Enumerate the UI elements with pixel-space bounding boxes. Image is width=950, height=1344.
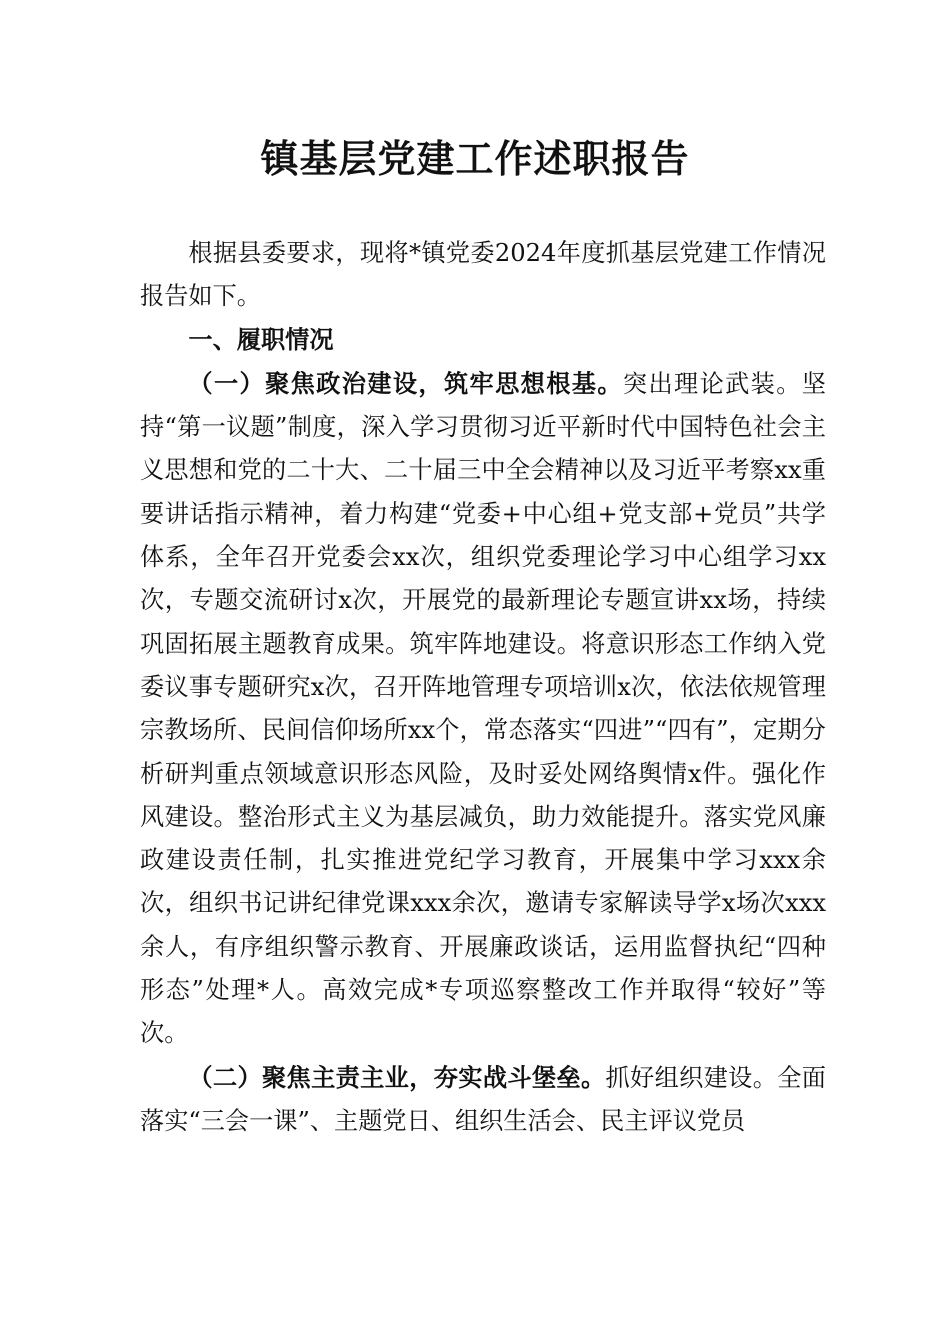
section-heading-performance: 一、履职情况 [188, 325, 334, 354]
paragraph-text: 突出理论武装。坚持“第一议题”制度，深入学习贯彻习近平新时代中国特色社会主义思想和党的二十大、二十届三中全会精神以及习近平考察xx重要讲话指示精神，着力构建“党委+中心组+党支部+党员”共学体系，全年召开党委会xx次，组织党委理论学习中心组学习xx次，专题交流研讨x次，开展党的最新理论专题宣讲xx场，持续巩固拓展主题教育成果。筑牢阵地建设。将意识形态工作纳入党委议事专题研究x次，召开阵地管理专项培训x次，依法依规管理宗教场所、民间信仰场所xx个，常态落实“四进”“四有”，定期分析研判重点领域意识形态风险，及时妥处网络舆情x件。强化作风建设。整治形式主义为基层减负，助力效能提升。落实党风廉政建设责任制，扎实推进党纪学习教育，开展集中学习xxx余次，组织书记讲纪律党课xxx余次，邀请专家解读导学x场次xxx余人，有序组织警示教育、开展廉政谈话，运用监督执纪“四种形态”处理*人。高效完成*专项巡察整改工作并取得“较好”等次。 [140, 369, 826, 1048]
paragraph-political-construction [140, 362, 826, 1056]
paragraph-text: 抓好组织建设。全面落实“三会一课”、主题党日、组织生活会、民主评议党员 [140, 1063, 826, 1135]
paragraph-lead: （二）聚焦主责主业，夯实战斗堡垒。 [188, 1062, 606, 1092]
document-body [140, 232, 826, 1143]
paragraph-main-responsibility [140, 1056, 826, 1144]
paragraph-lead: （一）聚焦政治建设，筑牢思想根基。 [188, 368, 623, 398]
intro-paragraph: 根据县委要求，现将*镇党委2024年度抓基层党建工作情况报告如下。 [140, 239, 826, 311]
document-title: 镇基层党建工作述职报告 [260, 136, 690, 181]
